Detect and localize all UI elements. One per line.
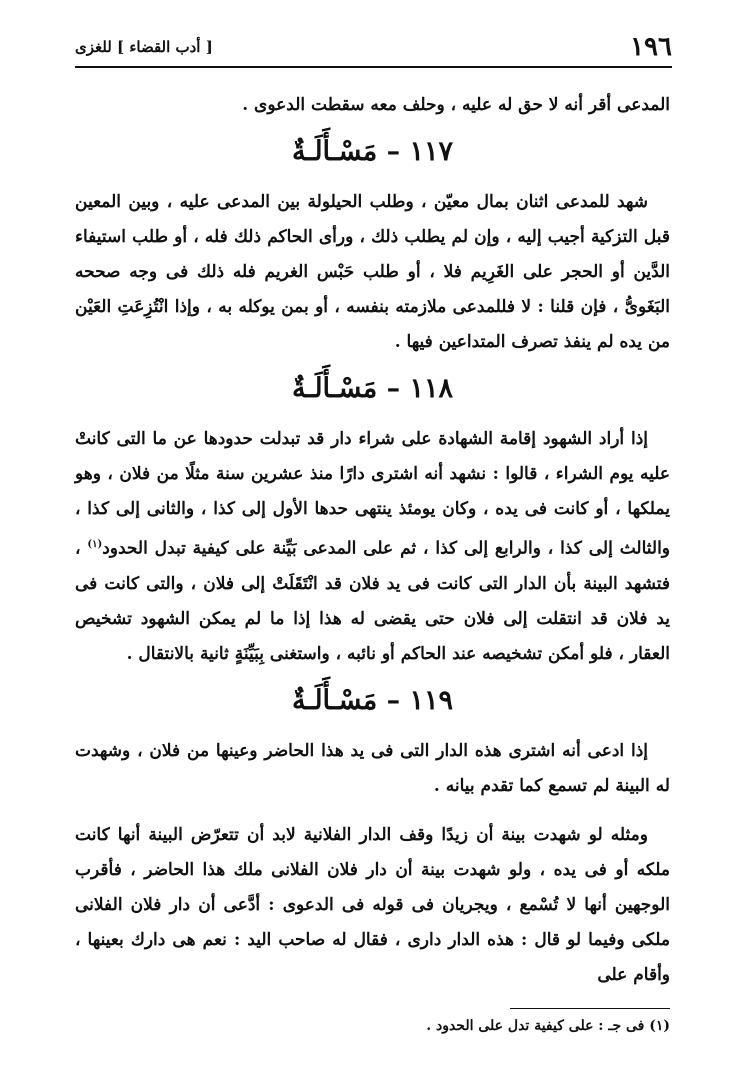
paragraph-118-text-b: ، فتشهد البينة بأن الدار التى كانت فى يد فلان قد انْتَقَلَتْ إلى فلان ، والتى كانت فى يد فلان قد انتقلت إلى فلان حتى يقضى له هذا إذا ما لم يمكن الشهود تشخيص العقار ، فلو أمكن تشخيصه عند الحاكم أو نائبه ، واستغنى بِبَيِّنَةٍ ثانية بالانتقال . <box>75 538 670 664</box>
footnote-marker: (١) <box>87 539 103 550</box>
running-title: [ أدب القضاء ] للغزى <box>75 38 213 56</box>
paragraph-119a: إذا ادعى أنه اشترى هذه الدار التى فى يد هذا الحاضر وعينها من فلان ، وشهدت له البينة لم تسمع كما تقدم بيانه . <box>75 740 670 796</box>
header-rule <box>75 66 672 68</box>
section-heading-117: ١١٧ – مَسْـأَلَـةٌ <box>291 136 454 167</box>
continuation-paragraph: المدعى أقر أنه لا حق له عليه ، وحلف معه سقطت الدعوى . <box>242 95 670 115</box>
footnote: (١) فى جـ : على كيفية تدل على الحدود . <box>426 1018 670 1034</box>
section-heading-119: ١١٩ – مَسْـأَلَـةٌ <box>291 684 454 716</box>
paragraph-118 <box>75 422 670 672</box>
paragraph-117: شهد للمدعى اثنان بمال معيّن ، وطلب الحيلولة بين المدعى عليه ، وبين المعين قبل التزكية أجيب إليه ، وإن لم يطلب ذلك ، ورأى الحاكم ذلك فله ، أو طلب استيفاء الدَّين أو الحجر على الغَرِيم فلا ، أو طلب حَبْس الغريم فله ذلك فى وجه صححه البَغَوىُّ ، فإن قلنا : لا فللمدعى ملازمته بنفسه ، أو بمن يوكله به ، وإذا انْتُزِعَتِ العَيْن من يده لم ينفذ تصرف المتداعين فيها . <box>75 192 670 352</box>
page-number: ١٩٦ <box>630 32 672 62</box>
section-heading-118: ١١٨ – مَسْـأَلَـةٌ <box>291 373 454 404</box>
paragraph-119b: ومثله لو شهدت بينة أن زيدًا وقف الدار الفلانية لابد أن تتعرّض البينة أنها كانت ملكه أو فى يده ، ولو شهدت بينة أن دار فلان الفلانى ملك هذا الحاضر ، فأقرب الوجهين أنها لا تُسْمع ، ويجريان فى قوله فى الدعوى : أدَّعى أن دار فلان الفلانى ملكى وفيما لو قال : هذه الدار دارى ، فقال له صاحب اليد : نعم هى دارك بعينها ، وأقام على <box>75 824 670 985</box>
page-body <box>75 88 670 993</box>
footnote-rule <box>510 1008 670 1009</box>
page-header <box>75 30 672 64</box>
paragraph-118-text-a: إذا أراد الشهود إقامة الشهادة على شراء دار قد تبدلت حدودها عن ما التى كانتْ عليه يوم الشراء ، قالوا : نشهد أنه اشترى دارًا منذ عشرين سنة مثلًا من فلان ، وهو يملكها ، أو كانت فى يده ، وكان يومئذ ينتهى حدها الأول إلى كذا ، والثانى إلى كذا ، والثالث إلى كذا ، والرابع إلى كذا ، ثم على المدعى بَيِّنة على كيفية تبدل الحدود <box>75 429 671 559</box>
